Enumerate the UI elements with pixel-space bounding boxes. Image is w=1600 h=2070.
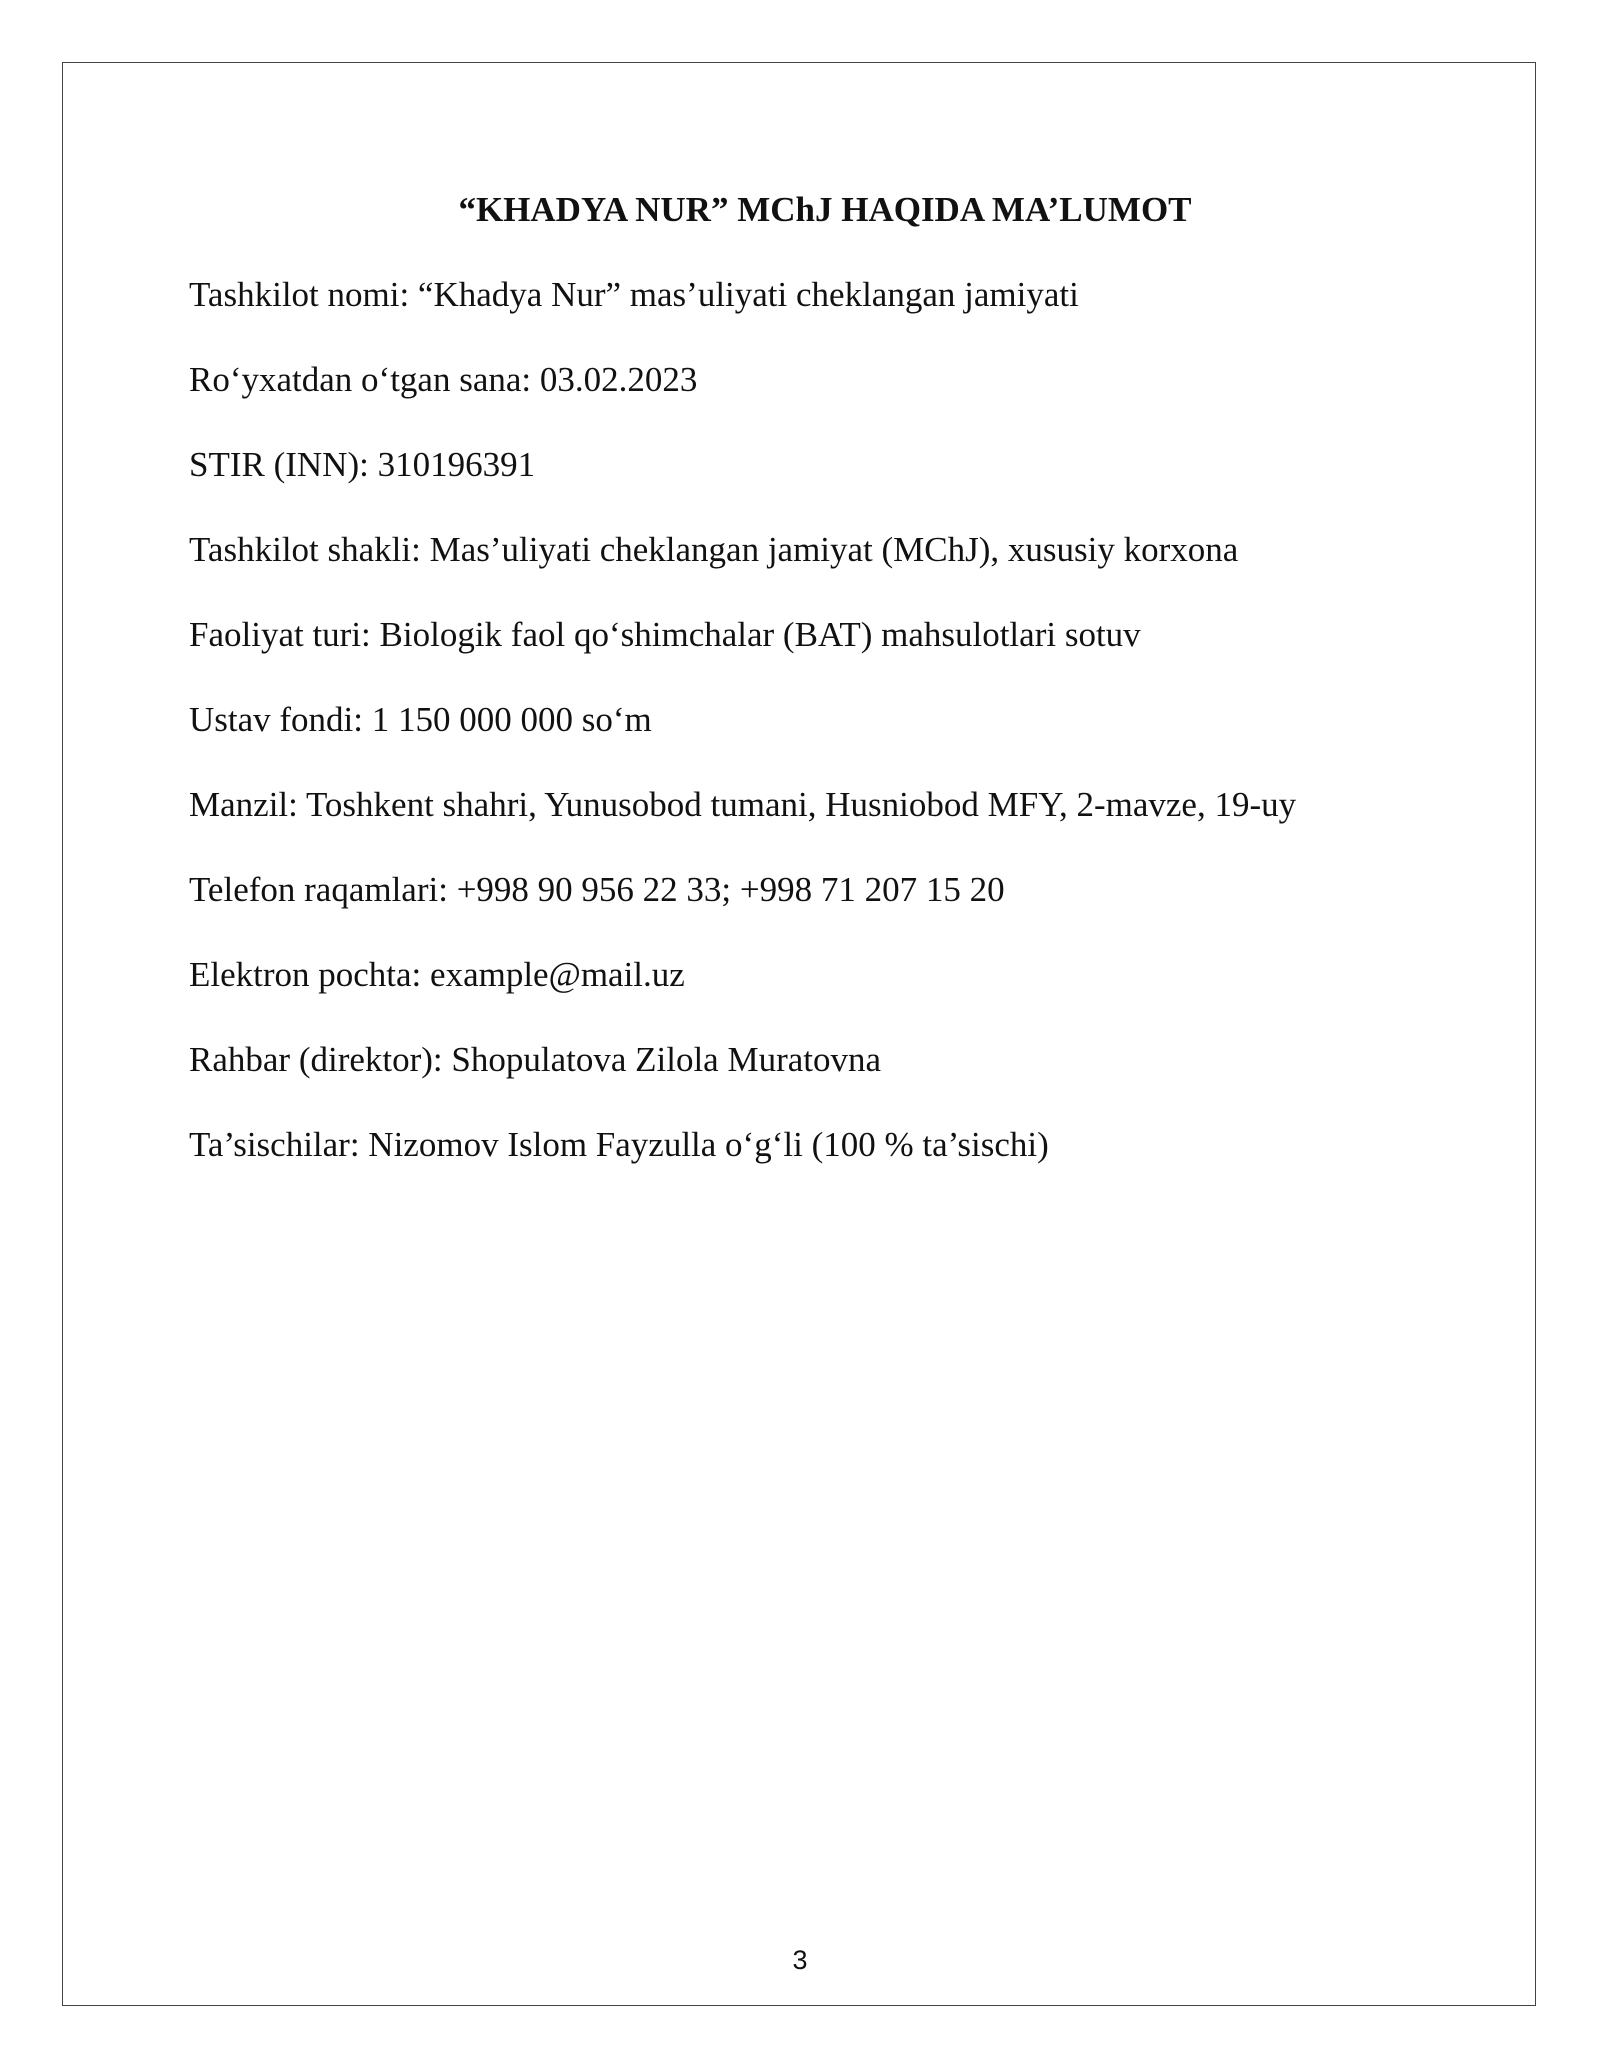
company-info-list: [189, 271, 1469, 1206]
document-title: “KHADYA NUR” MChJ HAQIDA MA’LUMOT: [458, 190, 1192, 229]
info-tax-id: STIR (INN): 310196391: [189, 445, 536, 484]
info-charter-capital: Ustav fondi: 1 150 000 000 so‘m: [189, 700, 652, 739]
info-registration-date: Ro‘yxatdan o‘tgan sana: 03.02.2023: [189, 360, 698, 399]
info-phone-numbers: Telefon raqamlari: +998 90 956 22 33; +998 71 207 15 20: [189, 870, 1005, 909]
info-director: Rahbar (direktor): Shopulatova Zilola Muratovna: [189, 1040, 882, 1079]
page-number: 3: [792, 1945, 808, 1975]
info-founders: Ta’sischilar: Nizomov Islom Fayzulla o‘g‘li (100 % ta’sischi): [189, 1125, 1049, 1164]
info-organization-form: Tashkilot shakli: Mas’uliyati cheklangan jamiyat (MChJ), xususiy korxona: [189, 530, 1239, 569]
info-activity-type: Faoliyat turi: Biologik faol qo‘shimchalar (BAT) mahsulotlari sotuv: [189, 615, 1141, 654]
info-organization-name: Tashkilot nomi: “Khadya Nur” mas’uliyati cheklangan jamiyati: [189, 275, 1079, 314]
info-email: Elektron pochta: example@mail.uz: [189, 955, 685, 994]
info-address: Manzil: Toshkent shahri, Yunusobod tumani, Husniobod MFY, 2-mavze, 19-uy: [189, 785, 1297, 824]
